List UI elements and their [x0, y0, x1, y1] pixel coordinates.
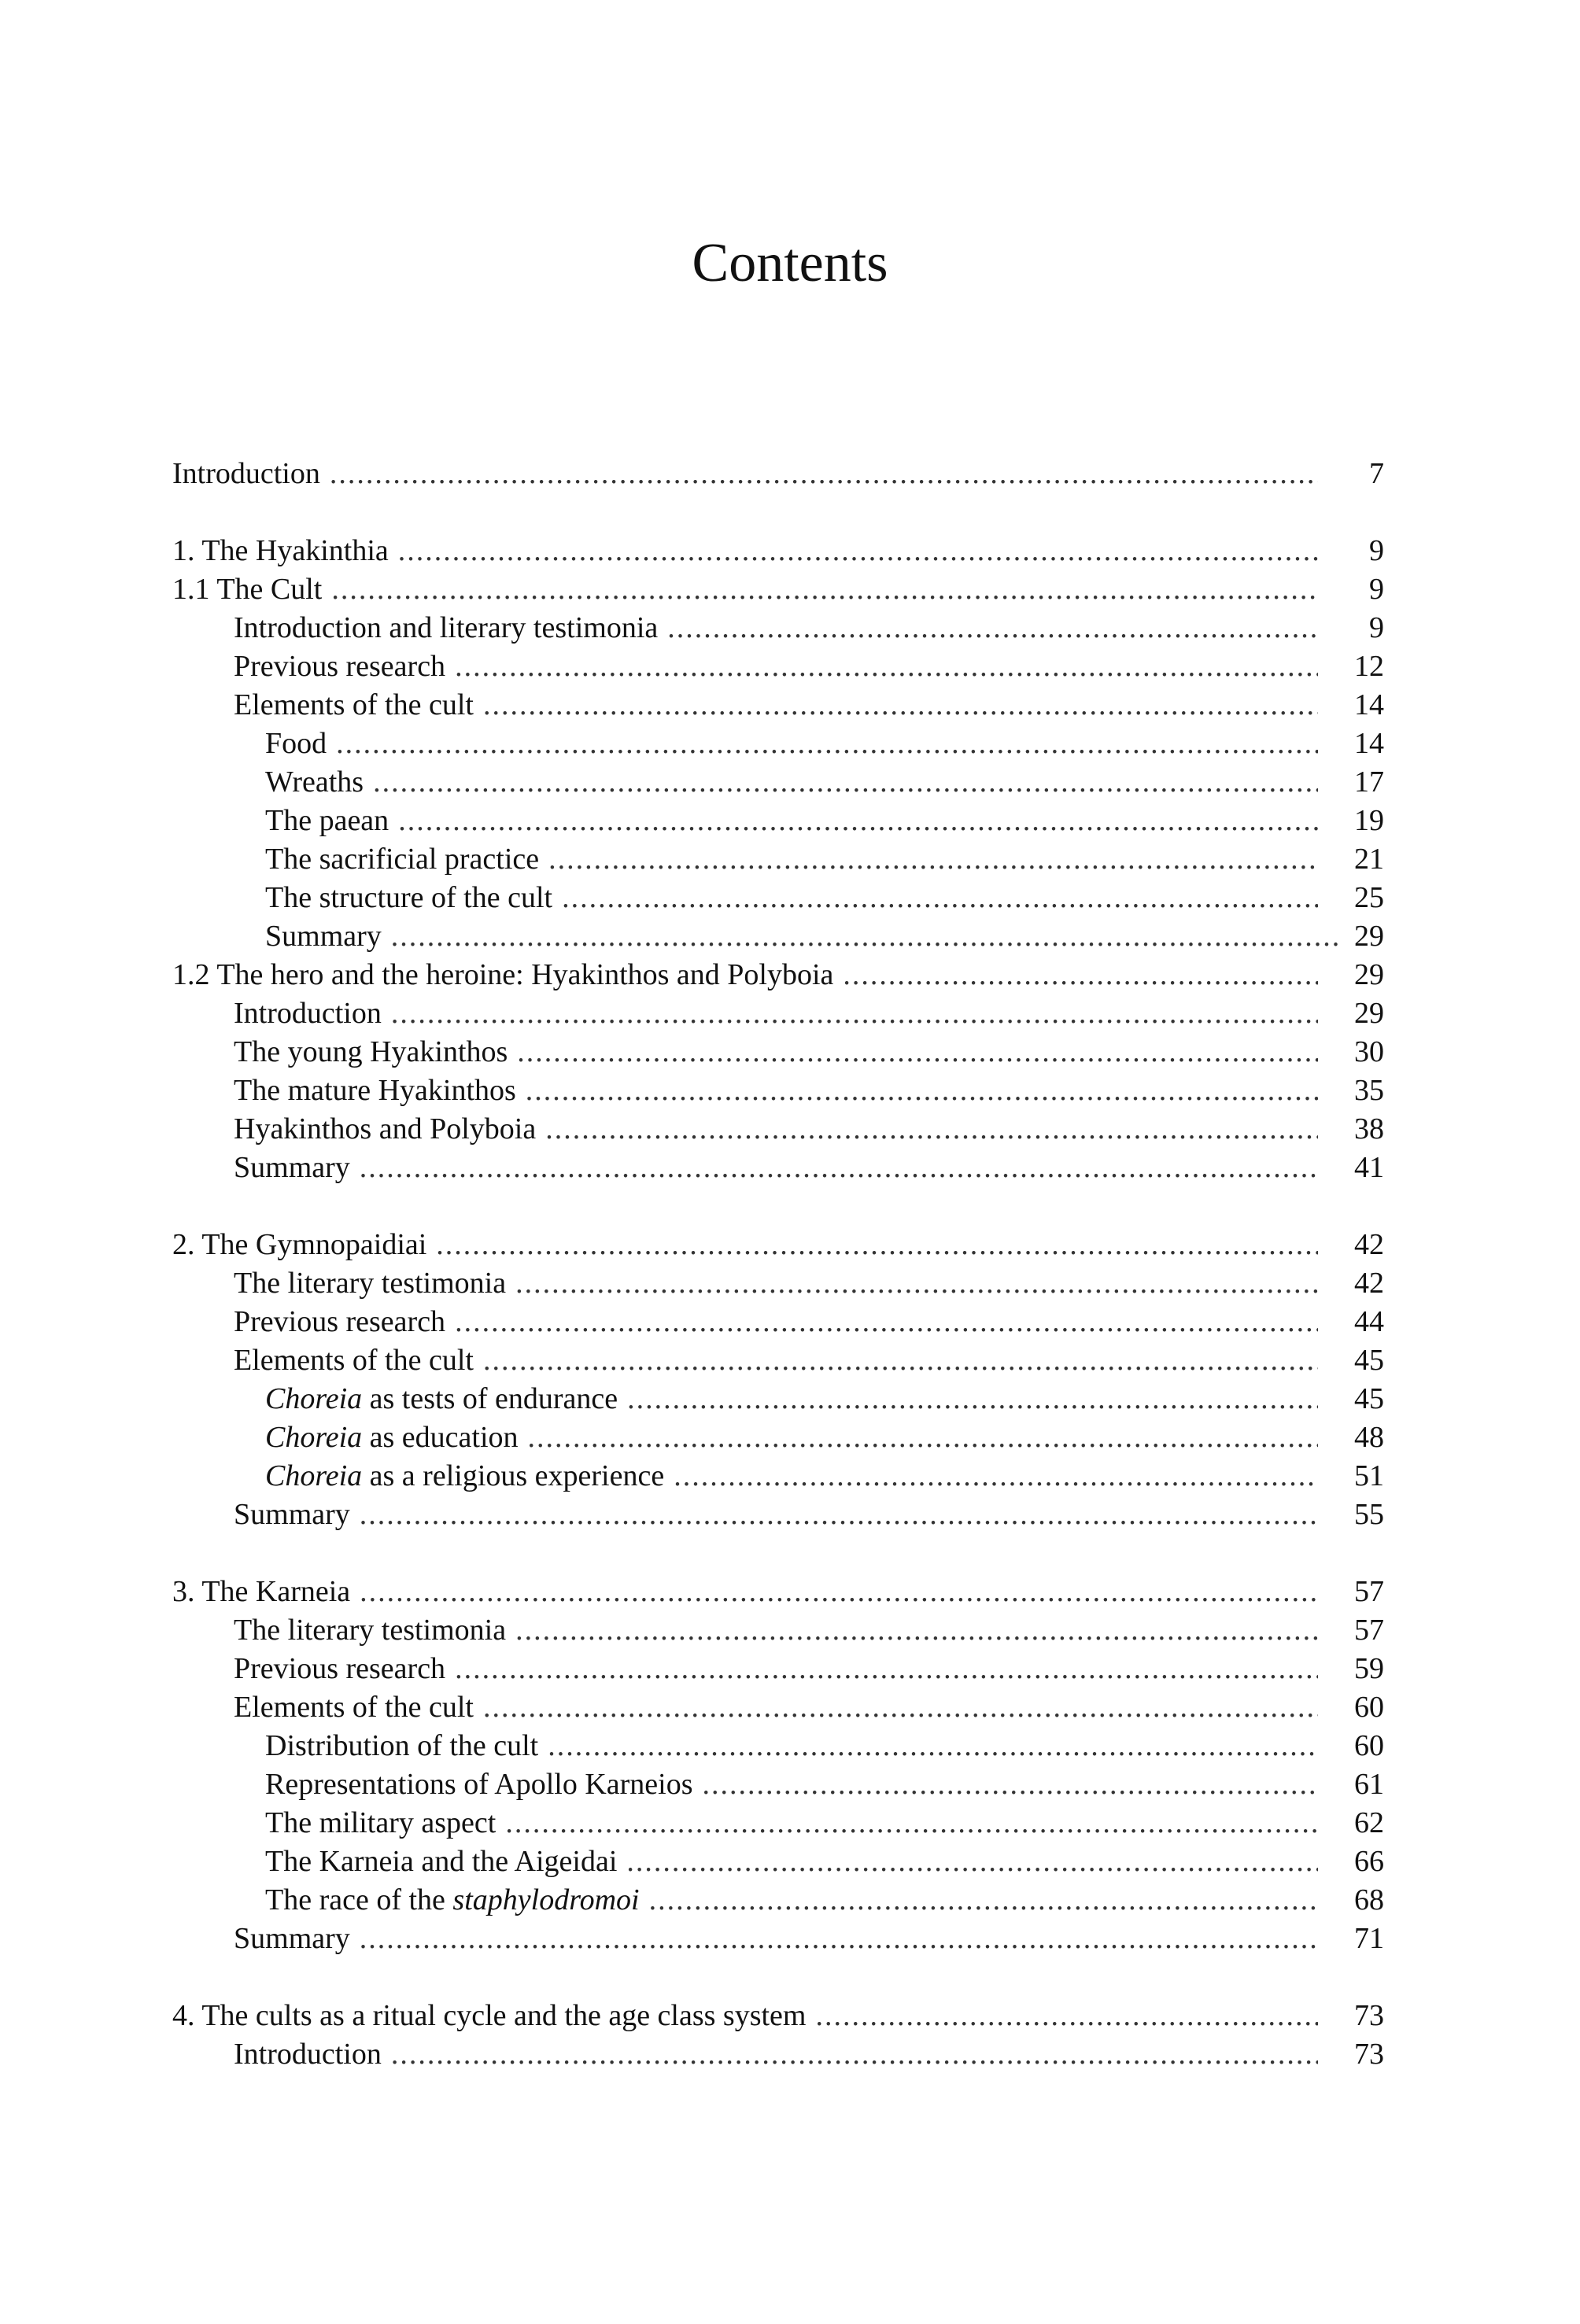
toc-entry-page-number: 21	[1354, 843, 1384, 876]
toc-entry-page-number: 17	[1354, 765, 1384, 799]
toc-entry-text: Previous research	[234, 1305, 446, 1338]
toc-entry-text: Elements of the cult	[234, 1344, 474, 1377]
toc-entry-page-number: 9	[1369, 573, 1384, 606]
dot-leader	[649, 1881, 1318, 1920]
toc-entry-page-number: 71	[1354, 1922, 1384, 1955]
toc-entry	[172, 725, 1384, 763]
toc-entry	[172, 1380, 1384, 1418]
toc-entry-label	[265, 1418, 528, 1457]
toc-entry-label	[234, 2035, 391, 2074]
toc-entry-page-number: 57	[1354, 1614, 1384, 1647]
toc-entry	[172, 1727, 1384, 1765]
dot-leader	[483, 686, 1318, 725]
toc-entry-label	[265, 1380, 627, 1418]
dot-leader	[627, 1380, 1318, 1418]
toc-entry	[172, 1303, 1384, 1341]
toc-entry-text: 1. The Hyakinthia	[172, 534, 389, 567]
dot-leader	[398, 532, 1318, 570]
toc-entry	[172, 1341, 1384, 1380]
toc-entry	[172, 1149, 1384, 1187]
toc-entry	[172, 763, 1384, 802]
toc-entry-text: The military aspect	[265, 1806, 497, 1839]
toc-entry-label	[172, 1226, 436, 1264]
dot-leader	[815, 1997, 1318, 2035]
toc-entry	[172, 647, 1384, 686]
toc-entry-text: The literary testimonia	[234, 1614, 507, 1647]
toc-entry-page-number: 42	[1354, 1267, 1384, 1300]
toc-entry-text: Representations of Apollo Karneios	[265, 1768, 693, 1801]
toc-entry-page-number: 19	[1354, 804, 1384, 837]
dot-leader	[528, 1418, 1318, 1457]
toc-entry-text: Elements of the cult	[234, 688, 474, 721]
toc-entry-page-number: 14	[1354, 688, 1384, 721]
dot-leader	[548, 840, 1318, 879]
toc-entry	[172, 686, 1384, 725]
dot-leader	[545, 1110, 1318, 1149]
toc-entry	[172, 802, 1384, 840]
toc-entry-label	[172, 532, 398, 570]
toc-entry-text: The sacrificial practice	[265, 843, 540, 876]
toc-entry-label	[172, 570, 331, 609]
toc-entry-label	[234, 1688, 483, 1727]
dot-leader	[391, 994, 1318, 1033]
toc-entry-italic-term: Choreia	[265, 1382, 363, 1415]
toc-entry-page-number: 60	[1354, 1691, 1384, 1724]
dot-leader	[360, 1573, 1318, 1611]
dot-leader	[455, 1303, 1318, 1341]
toc-entry	[172, 1033, 1384, 1072]
dot-leader	[548, 1727, 1318, 1765]
toc-entry-text: The literary testimonia	[234, 1267, 507, 1300]
toc-entry	[172, 1264, 1384, 1303]
toc-entry-page-number: 9	[1369, 611, 1384, 644]
toc-entry-text: Elements of the cult	[234, 1691, 474, 1724]
toc-entry-text: 1.2 The hero and the heroine: Hyakinthos and Polyboia	[172, 958, 834, 991]
toc-entry-page-number: 14	[1354, 727, 1384, 760]
dot-leader	[626, 1843, 1318, 1881]
toc-entry-text: The mature Hyakinthos	[234, 1074, 516, 1107]
toc-entry-label	[234, 1149, 360, 1187]
toc-entry-page-number: 48	[1354, 1421, 1384, 1454]
toc-entry-text: 2. The Gymnopaidiai	[172, 1228, 427, 1261]
toc-entry	[172, 917, 1384, 956]
toc-entry-label	[234, 1341, 483, 1380]
dot-leader	[336, 725, 1318, 763]
toc-entry-text: The paean	[265, 804, 389, 837]
dot-leader	[667, 609, 1318, 647]
dot-leader	[330, 455, 1318, 493]
toc-entry-page-number: 29	[1354, 997, 1384, 1030]
toc-entry-text: Previous research	[234, 650, 446, 683]
toc-entry-text: The young Hyakinthos	[234, 1035, 508, 1068]
toc-entry-page-number: 12	[1354, 650, 1384, 683]
dot-leader	[331, 570, 1318, 609]
toc-entry	[172, 1881, 1384, 1920]
toc-entry	[172, 1457, 1384, 1496]
toc-entry-text: Previous research	[234, 1652, 446, 1685]
toc-entry-label	[234, 1611, 515, 1650]
toc-entry-text: Wreaths	[265, 765, 364, 799]
toc-entry	[172, 455, 1384, 493]
toc-entry	[172, 1418, 1384, 1457]
dot-leader	[562, 879, 1318, 917]
toc-entry	[172, 609, 1384, 647]
toc-entry-label	[265, 802, 398, 840]
toc-entry-text: Food	[265, 727, 327, 760]
toc-entry-label	[265, 1881, 649, 1920]
toc-entry-page-number: 30	[1354, 1035, 1384, 1068]
toc-entry-page-number: 55	[1354, 1498, 1384, 1531]
toc-entry-text: Summary	[234, 1151, 350, 1184]
toc-entry-label	[172, 455, 330, 493]
dot-leader	[455, 1650, 1318, 1688]
dot-leader	[517, 1033, 1318, 1072]
dot-leader	[526, 1072, 1318, 1110]
toc-entry	[172, 840, 1384, 879]
toc-entry-label	[172, 956, 843, 994]
dot-leader	[483, 1688, 1318, 1727]
table-of-contents	[172, 455, 1384, 2074]
toc-entry	[172, 1804, 1384, 1843]
dot-leader	[398, 802, 1318, 840]
dot-leader	[391, 2035, 1318, 2074]
toc-entry-label	[234, 1920, 360, 1958]
page-title: Contents	[692, 233, 888, 293]
toc-entry	[172, 1688, 1384, 1727]
toc-entry-label	[172, 1573, 360, 1611]
toc-entry-label	[172, 1997, 815, 2035]
toc-entry	[172, 879, 1384, 917]
toc-entry	[172, 1920, 1384, 1958]
toc-entry-page-number: 41	[1354, 1151, 1384, 1184]
toc-entry-label	[234, 1303, 455, 1341]
toc-entry-text: 4. The cults as a ritual cycle and the age class system	[172, 1999, 807, 2032]
dot-leader	[843, 956, 1318, 994]
toc-entry-page-number: 29	[1354, 920, 1384, 953]
toc-entry	[172, 994, 1384, 1033]
toc-entry	[172, 2035, 1384, 2074]
toc-entry-italic-term: Choreia	[265, 1459, 363, 1492]
toc-entry-text: as education	[369, 1421, 519, 1454]
toc-entry-text: Introduction	[234, 2038, 382, 2071]
toc-entry-text: Summary	[234, 1922, 350, 1955]
toc-entry-text: Distribution of the cult	[265, 1729, 539, 1762]
toc-entry-text: Summary	[234, 1498, 350, 1531]
toc-entry	[172, 956, 1384, 994]
dot-leader	[515, 1611, 1318, 1650]
toc-entry-label	[265, 725, 336, 763]
dot-leader	[674, 1457, 1318, 1496]
toc-entry-text: Hyakinthos and Polyboia	[234, 1112, 537, 1145]
toc-entry-text: Introduction	[234, 997, 382, 1030]
toc-entry-label	[265, 763, 373, 802]
toc-entry-label	[234, 1650, 455, 1688]
toc-entry-label	[234, 647, 455, 686]
toc-entry-label	[265, 1765, 703, 1804]
toc-entry-label	[265, 917, 391, 956]
toc-entry	[172, 1496, 1384, 1534]
toc-entry-page-number: 60	[1354, 1729, 1384, 1762]
dot-leader	[360, 1149, 1318, 1187]
toc-entry	[172, 1110, 1384, 1149]
toc-entry	[172, 1765, 1384, 1804]
toc-entry-page-number: 73	[1354, 2038, 1384, 2071]
toc-entry	[172, 1072, 1384, 1110]
toc-entry-label	[265, 1804, 505, 1843]
toc-entry-label	[234, 994, 391, 1033]
dot-leader	[436, 1226, 1318, 1264]
dot-leader	[483, 1341, 1318, 1380]
toc-entry-text: The structure of the cult	[265, 881, 553, 914]
toc-entry	[172, 1226, 1384, 1264]
toc-entry-text: The Karneia and the Aigeidai	[265, 1845, 618, 1878]
toc-entry-page-number: 42	[1354, 1228, 1384, 1261]
toc-entry-label	[265, 1457, 674, 1496]
dot-leader	[505, 1804, 1318, 1843]
toc-entry	[172, 570, 1384, 609]
toc-entry-page-number: 57	[1354, 1575, 1384, 1608]
toc-entry	[172, 532, 1384, 570]
toc-entry-text: The race of the	[265, 1883, 445, 1916]
dot-leader	[703, 1765, 1318, 1804]
toc-entry-page-number: 66	[1354, 1845, 1384, 1878]
toc-entry	[172, 1843, 1384, 1881]
toc-entry-page-number: 44	[1354, 1305, 1384, 1338]
toc-entry-page-number: 51	[1354, 1459, 1384, 1492]
toc-entry-page-number: 73	[1354, 1999, 1384, 2032]
toc-entry-page-number: 45	[1354, 1344, 1384, 1377]
toc-entry-text: Introduction	[172, 457, 320, 490]
toc-entry-page-number: 9	[1369, 534, 1384, 567]
toc-entry-label	[234, 609, 667, 647]
toc-entry-page-number: 35	[1354, 1074, 1384, 1107]
toc-entry-text: Summary	[265, 920, 382, 953]
toc-entry-label	[265, 1727, 548, 1765]
toc-entry	[172, 1997, 1384, 2035]
toc-entry-label	[265, 1843, 626, 1881]
toc-entry-label	[234, 686, 483, 725]
toc-entry-page-number: 62	[1354, 1806, 1384, 1839]
toc-entry-page-number: 45	[1354, 1382, 1384, 1415]
dot-leader	[360, 1920, 1318, 1958]
dot-leader	[373, 763, 1318, 802]
toc-entry-page-number: 7	[1369, 457, 1384, 490]
toc-entry-label	[234, 1110, 545, 1149]
toc-entry-text: as a religious experience	[369, 1459, 665, 1492]
toc-entry-label	[265, 879, 562, 917]
toc-entry-text: Introduction and literary testimonia	[234, 611, 659, 644]
dot-leader	[360, 1496, 1318, 1534]
toc-entry	[172, 1650, 1384, 1688]
toc-entry-label	[234, 1264, 515, 1303]
toc-entry	[172, 1611, 1384, 1650]
toc-entry-label	[234, 1072, 526, 1110]
toc-entry-page-number: 61	[1354, 1768, 1384, 1801]
toc-entry-text: 1.1 The Cult	[172, 573, 323, 606]
toc-entry-text: 3. The Karneia	[172, 1575, 351, 1608]
toc-entry-page-number: 29	[1354, 958, 1384, 991]
dot-leader	[455, 647, 1318, 686]
toc-entry-page-number: 38	[1354, 1112, 1384, 1145]
toc-entry-page-number: 59	[1354, 1652, 1384, 1685]
dot-leader	[391, 917, 1340, 956]
dot-leader	[515, 1264, 1318, 1303]
toc-entry	[172, 1573, 1384, 1611]
toc-entry-label	[234, 1033, 517, 1072]
toc-entry-label	[265, 840, 548, 879]
toc-entry-text: as tests of endurance	[369, 1382, 618, 1415]
toc-entry-italic-term: Choreia	[265, 1421, 363, 1454]
toc-entry-page-number: 25	[1354, 881, 1384, 914]
toc-entry-page-number: 68	[1354, 1883, 1384, 1916]
toc-entry-label	[234, 1496, 360, 1534]
toc-entry-italic-term: staphylodromoi	[452, 1883, 640, 1916]
